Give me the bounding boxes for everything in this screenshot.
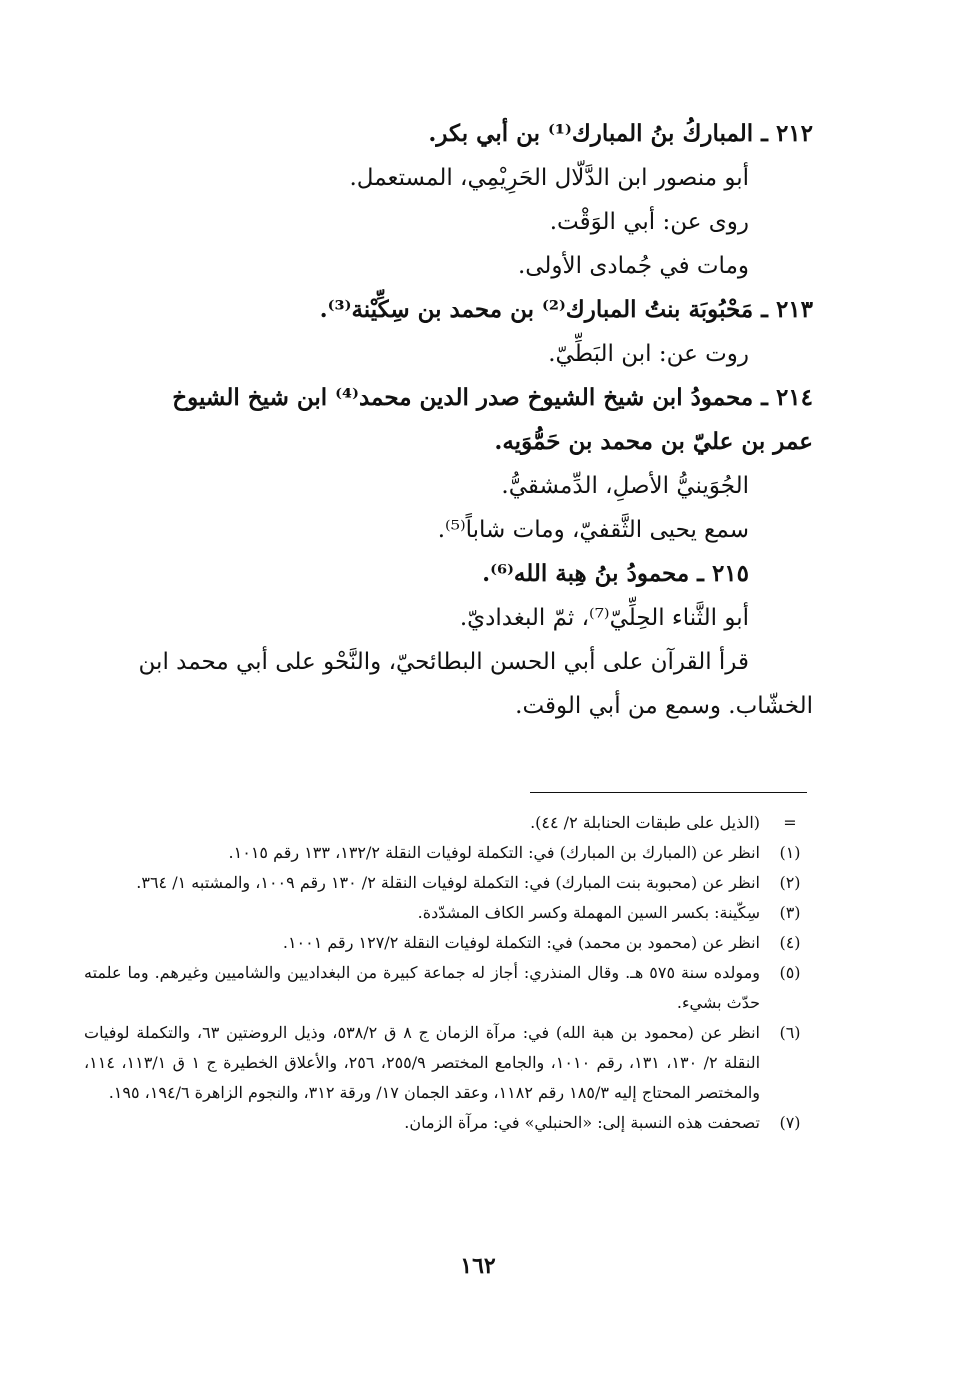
text-line: أبو منصور ابن الدَّلّال الحَرِيْمِي، المستعمل. bbox=[349, 165, 749, 191]
footnote-number: (٦) bbox=[779, 1023, 801, 1042]
text-line: سمع يحيى الثَّقفيّ، ومات شاباً⁽⁵⁾. bbox=[437, 517, 749, 543]
footnote bbox=[84, 958, 820, 1018]
page-number: ١٦٢ bbox=[460, 1253, 496, 1279]
main-text bbox=[78, 112, 813, 728]
entry-heading: ٢١٣ ـ مَحْبُوبَة بنتُ المبارك⁽²⁾ بن محمد بن سِكِّيْنة⁽³⁾. bbox=[319, 296, 813, 323]
footnote bbox=[84, 838, 820, 868]
text-line: الجُوَينيُّ الأصلِ، الدِّمشقيُّ. bbox=[501, 473, 749, 499]
footnote-number: (٣) bbox=[779, 903, 801, 922]
footnote bbox=[84, 868, 820, 898]
footnote bbox=[84, 928, 820, 958]
entry-heading: ٢١٢ ـ المباركُ بنُ المبارك⁽¹⁾ بن أبي بكر. bbox=[428, 120, 813, 147]
footnote-text: ومولده سنة ٥٧٥ هـ. وقال المنذري: أجاز له جماعة كبيرة من البغداديين والشاميين وغيرهم. وما علمته حدّث بشيء. bbox=[84, 963, 760, 1012]
footnote-number: (١) bbox=[779, 843, 801, 862]
footnote-number: (٤) bbox=[779, 933, 801, 952]
footnote-separator bbox=[530, 792, 807, 793]
footnote-text: تصحفت هذه النسبة إلى: «الحنبلي» في: مرآة الزمان. bbox=[404, 1113, 760, 1132]
footnote bbox=[84, 808, 820, 838]
footnote-number: = bbox=[783, 813, 797, 832]
text-line: روى عن: أبي الوَقْت. bbox=[549, 209, 749, 235]
entry-heading: ٢١٤ ـ محمودُ ابن شيخ الشيوخ صدر الدين محمد⁽⁴⁾ ابن شيخ الشيوخ bbox=[172, 384, 813, 411]
footnote-number: (٢) bbox=[779, 873, 801, 892]
footnote-number: (٥) bbox=[779, 963, 801, 982]
footnote-text: انظر عن (المبارك بن المبارك) في: التكملة لوفيات النقلة ١٣٢/٢، ١٣٣ رقم ١٠١٥. bbox=[228, 843, 760, 862]
text-line: الخشّاب. وسمع من أبي الوقت. bbox=[515, 693, 813, 719]
footnote-number: (٧) bbox=[779, 1113, 801, 1132]
footnote-text: سِكّينة: بكسر السين المهملة وكسر الكاف المشدّدة. bbox=[417, 903, 760, 922]
footnote-text: انظر عن (محمود بن محمد) في: التكملة لوفيات النقلة ١٢٧/٢ رقم ١٠٠١. bbox=[282, 933, 760, 952]
footnote-text: انظر عن (محبوبة بنت المبارك) في: التكملة لوفيات النقلة ٢/ ١٣٠ رقم ١٠٠٩، والمشتبه ١/ ٣٦٤. bbox=[136, 873, 760, 892]
footnote bbox=[84, 898, 820, 928]
text-line: ومات في جُمادى الأولى. bbox=[517, 253, 749, 279]
footnote-text: (الذيل على طبقات الحنابلة ٢/ ٤٤). bbox=[530, 813, 760, 832]
text-line: أبو الثَّناء الحِلِّيّ⁽⁷⁾، ثمّ البغداديّ. bbox=[459, 605, 749, 631]
text-line: قرأ القرآن على أبي الحسن البطائحيّ، والنَّحْو على أبي محمد ابن bbox=[138, 649, 749, 675]
text-line: روت عن: ابن البَطِّيّ. bbox=[548, 341, 749, 367]
footnote bbox=[84, 1108, 820, 1138]
entry-heading-continued: عمر بن عليّ بن محمد بن حَمُّوَيه. bbox=[494, 428, 813, 455]
entry-heading: ٢١٥ ـ محمودُ بنُ هِبة الله⁽⁶⁾. bbox=[482, 560, 749, 587]
footnote bbox=[84, 1018, 820, 1108]
footnotes bbox=[84, 808, 820, 1138]
footnote-text: انظر عن (محمود بن هبة الله) في: مرآة الزمان ج ٨ ق ٥٣٨/٢، وذيل الروضتين ٦٣، والتكملة لوفيات النقلة ٢/ ١٣٠، ١٣١، رقم ١٠١٠، والجامع المختصر ٢٥٥/٩، ٢٥٦، والأعلاق الخطيرة ج ١ ق ١١٣/١، ١١٤، والمختصر المحتاج إليه ١٨٥/٣ رقم ١١٨٢، وعقد الجمان ١٧/ ورقة ٣١٢، والنجوم الزاهرة ١٩٤/٦، ١٩٥. bbox=[84, 1023, 761, 1102]
